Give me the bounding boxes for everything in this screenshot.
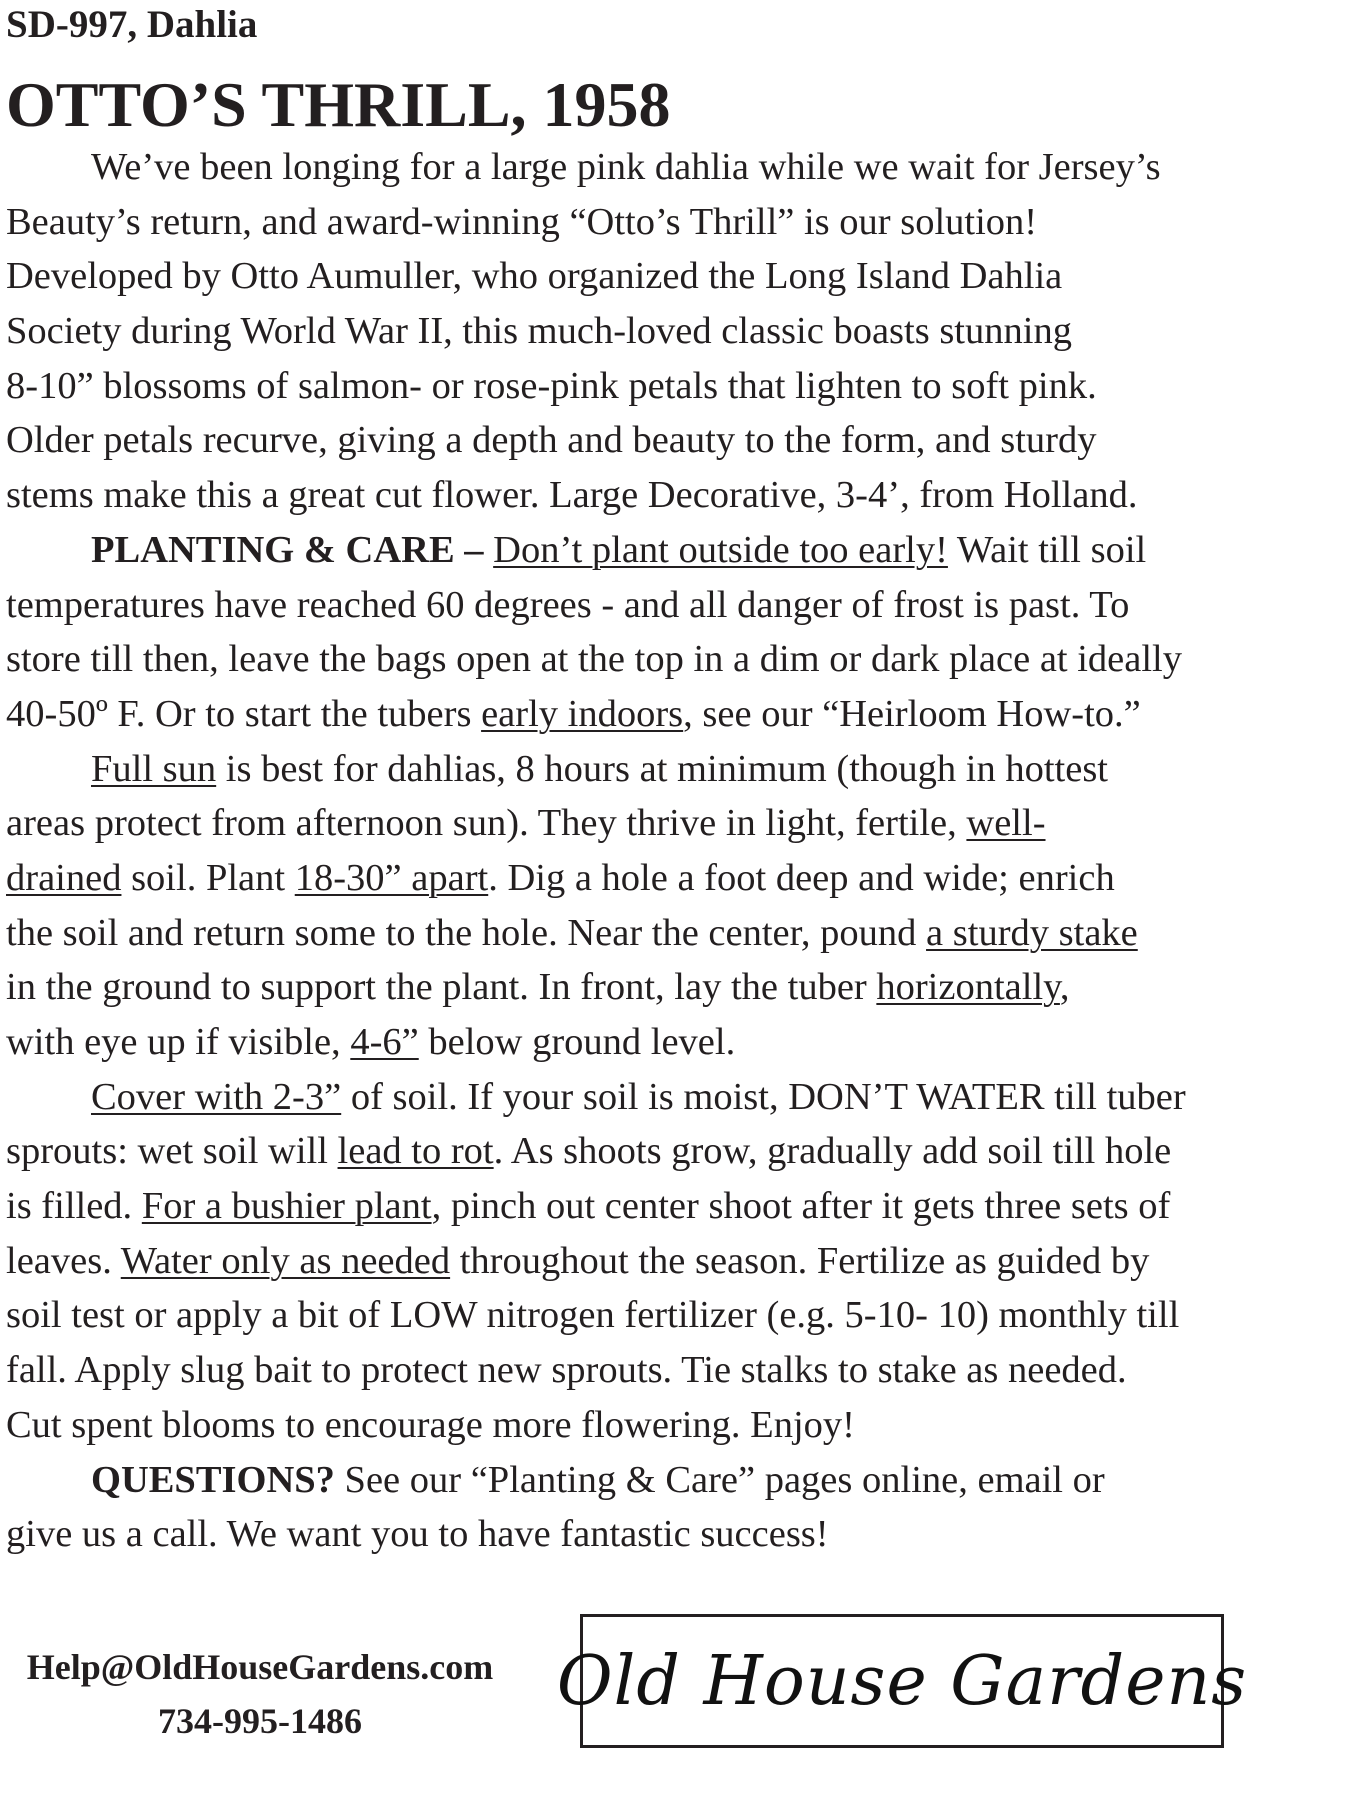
questions-heading: QUESTIONS? (91, 1458, 335, 1501)
text-line: QUESTIONS? See our “Planting & Care” pages online, email or (91, 1458, 1105, 1501)
text-line: store till then, leave the bags open at the top in a dim or dark place at ideally (6, 638, 1182, 681)
text-line: Developed by Otto Aumuller, who organized the Long Island Dahlia (6, 255, 1063, 298)
text-line: drained soil. Plant 18-30” apart. Dig a hole a foot deep and wide; enrich (6, 856, 1115, 899)
description-body (6, 140, 1306, 1562)
text-line: fall. Apply slug bait to protect new sprouts. Tie stalks to stake as needed. (6, 1349, 1127, 1392)
page-title: OTTO’S THRILL, 1958 (6, 69, 671, 140)
text-line: give us a call. We want you to have fantastic success! (6, 1513, 829, 1556)
text-line: soil test or apply a bit of LOW nitrogen fertilizer (e.g. 5-10- 10) monthly till (6, 1294, 1180, 1337)
text-line: the soil and return some to the hole. Near the center, pound a sturdy stake (6, 911, 1138, 954)
text-line: in the ground to support the plant. In front, lay the tuber horizontally, (6, 966, 1070, 1009)
text-line: areas protect from afternoon sun). They thrive in light, fertile, well- (6, 802, 1046, 845)
text-line: We’ve been longing for a large pink dahlia while we wait for Jersey’s (91, 146, 1161, 188)
text-line: with eye up if visible, 4-6” below ground level. (6, 1021, 736, 1063)
logo-wordmark: Old House Gardens (556, 1641, 1248, 1721)
brand-logo (556, 1614, 1248, 1748)
text-line: leaves. Water only as needed throughout the season. Fertilize as guided by (6, 1239, 1150, 1282)
text-line: 40-50º F. Or to start the tubers early indoors, see our “Heirloom How-to.” (6, 692, 1141, 735)
text-line: Cut spent blooms to encourage more flowering. Enjoy! (6, 1403, 855, 1446)
text-line: Society during World War II, this much-loved classic boasts stunning (6, 310, 1072, 353)
text-line: temperatures have reached 60 degrees - and all danger of frost is past. To (6, 583, 1130, 626)
text-line: Beauty’s return, and award-winning “Otto’s Thrill” is our solution! (6, 200, 1038, 243)
text-line: Older petals recurve, giving a depth and beauty to the form, and sturdy (6, 419, 1097, 462)
planting-care-heading: PLANTING & CARE – (91, 528, 484, 571)
contact-info (0, 1640, 520, 1748)
text-line: stems make this a great cut flower. Large Decorative, 3-4’, from Holland. (6, 474, 1138, 517)
text-line: Full sun is best for dahlias, 8 hours at minimum (though in hottest (91, 747, 1109, 790)
text-line: 8-10” blossoms of salmon- or rose-pink petals that lighten to soft pink. (6, 364, 1097, 407)
text-line: Cover with 2-3” of soil. If your soil is moist, DON’T WATER till tuber (91, 1075, 1186, 1118)
text-line: sprouts: wet soil will lead to rot. As shoots grow, gradually add soil till hole (6, 1130, 1172, 1173)
text-line: is filled. For a bushier plant, pinch out center shoot after it gets three sets of (6, 1185, 1171, 1228)
email-address: Help@OldHouseGardens.com (26, 1647, 494, 1687)
text-line: PLANTING & CARE – Don’t plant outside too early! Wait till soil (91, 528, 1147, 571)
phone-number: 734-995-1486 (158, 1701, 362, 1741)
product-sku: SD-997, Dahlia (6, 3, 258, 46)
